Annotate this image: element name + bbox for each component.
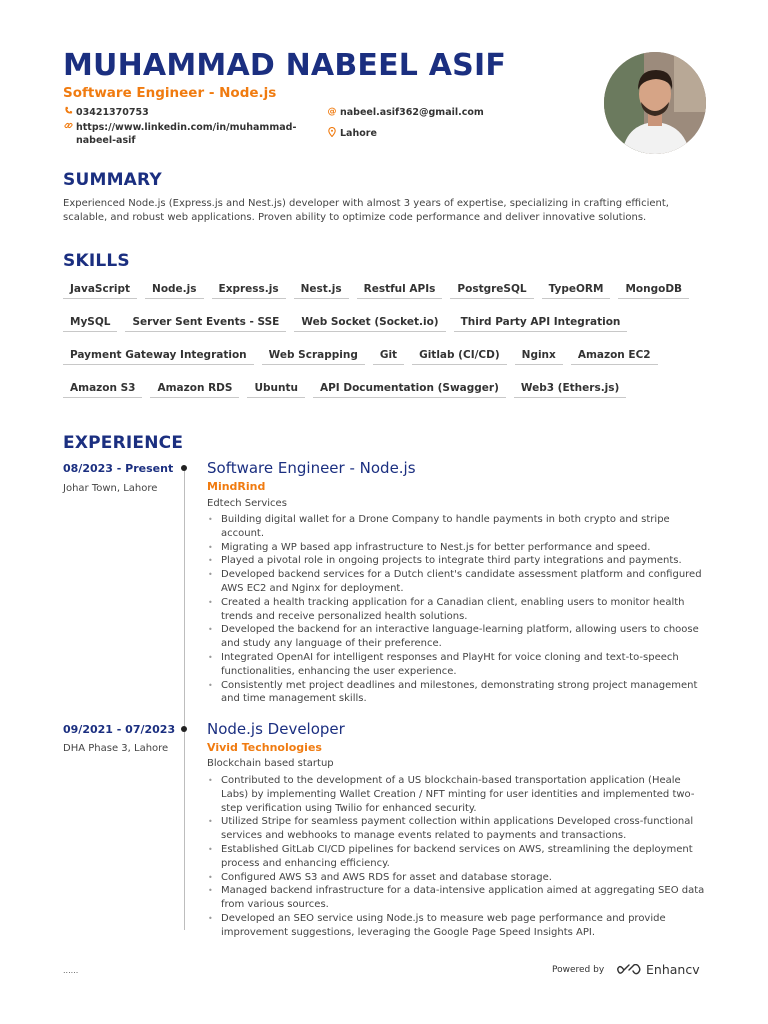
- list-item: • Created a health tracking application for a Canadian client, enabling users to monitor health trends and receive personalized health solutions.: [207, 596, 707, 624]
- skill-tag: MySQL: [63, 312, 117, 332]
- phone-icon: [63, 106, 73, 120]
- list-item: • Utilized Stripe for seamless payment collection within applications Developed cross-functional services and webhooks to manage events related to payments and transactions.: [207, 815, 707, 843]
- summary-text: Experienced Node.js (Express.js and Nest.js) developer with almost 3 years of expertise, specializing in crafting efficient, scalable, and robust web applications. Proven ability to optimize code performance and deliver innovative solutions.: [63, 198, 669, 223]
- skill-tag: API Documentation (Swagger): [313, 378, 506, 398]
- skill-tag: Nginx: [515, 345, 563, 365]
- job-date: 09/2021 - 07/2023: [63, 723, 176, 736]
- skill-tag: Amazon S3: [63, 378, 142, 398]
- job-bullets: [207, 513, 707, 706]
- job-company: MindRind: [207, 480, 266, 493]
- experience-heading: EXPERIENCE: [63, 433, 184, 453]
- brand-name[interactable]: Enhancv: [646, 962, 700, 977]
- profile-photo: [604, 52, 706, 154]
- list-item: • Building digital wallet for a Drone Company to handle payments in both crypto and stripe account.: [207, 513, 707, 541]
- job-location: Johar Town, Lahore: [63, 483, 158, 494]
- contact-phone: [63, 106, 149, 120]
- skill-tag: Web Scrapping: [262, 345, 365, 365]
- timeline-line: [184, 470, 185, 930]
- linkedin-url-line1[interactable]: https://www.linkedin.com/in/muhammad-: [76, 122, 297, 133]
- list-item: • Developed backend services for a Dutch client's candidate assessment platform and configured AWS EC2 and Nginx for deployment.: [207, 568, 707, 596]
- contact-email[interactable]: [327, 106, 484, 119]
- summary-heading: SUMMARY: [63, 170, 162, 190]
- contact-location: [327, 127, 377, 142]
- skill-tag: Web Socket (Socket.io): [294, 312, 445, 332]
- skill-tag: Web3 (Ethers.js): [514, 378, 626, 398]
- skill-tag: TypeORM: [542, 279, 611, 299]
- skill-tag: Amazon RDS: [150, 378, 239, 398]
- location-pin-icon: [327, 127, 337, 142]
- job-description: Blockchain based startup: [207, 758, 334, 769]
- job-title: Node.js Developer: [207, 720, 345, 738]
- skill-tag: Amazon EC2: [571, 345, 658, 365]
- footer-page-dots: ......: [63, 966, 79, 975]
- list-item: • Consistently met project deadlines and milestones, demonstrating strong project management and time management skills.: [207, 679, 707, 707]
- enhancv-logo-icon: [616, 964, 642, 976]
- job-title: Software Engineer - Node.js: [207, 459, 416, 477]
- brand-logo[interactable]: [616, 962, 700, 977]
- skill-tag: Node.js: [145, 279, 203, 299]
- job-description: Edtech Services: [207, 498, 287, 509]
- skill-tag: JavaScript: [63, 279, 137, 299]
- list-item: • Contributed to the development of a US blockchain-based transportation application (Heale Labs) by implementing Wallet Creation / NFT minting for user identities and implemented two-step verification using Twilio for enhanced security.: [207, 774, 707, 815]
- phone-number: 03421370753: [76, 107, 149, 118]
- skills-heading: SKILLS: [63, 251, 130, 271]
- job-company: Vivid Technologies: [207, 741, 322, 754]
- email-address[interactable]: nabeel.asif362@gmail.com: [340, 107, 484, 118]
- skill-tag: Restful APIs: [357, 279, 443, 299]
- list-item: • Integrated OpenAI for intelligent responses and PlayHt for voice cloning and text-to-speech functionalities, enhancing the user experience.: [207, 651, 707, 679]
- skills-list: [63, 279, 713, 398]
- powered-by-label: Powered by: [552, 965, 605, 975]
- list-item: • Configured AWS S3 and AWS RDS for asset and database storage.: [207, 871, 707, 885]
- job-location: DHA Phase 3, Lahore: [63, 743, 169, 754]
- skill-tag: Nest.js: [294, 279, 349, 299]
- skill-tag: Gitlab (CI/CD): [412, 345, 507, 365]
- skill-tag: Ubuntu: [247, 378, 305, 398]
- candidate-role: Software Engineer - Node.js: [63, 85, 277, 101]
- skill-tag: Server Sent Events - SSE: [125, 312, 286, 332]
- skill-tag: PostgreSQL: [450, 279, 533, 299]
- list-item: • Established GitLab CI/CD pipelines for backend services on AWS, streamlining the deployment process and enhancing efficiency.: [207, 843, 707, 871]
- list-item: • Developed the backend for an interactive language-learning platform, allowing users to choose and study any language of their preference.: [207, 623, 707, 651]
- skill-tag: Express.js: [212, 279, 286, 299]
- skill-tag: Third Party API Integration: [454, 312, 628, 332]
- link-icon: [63, 121, 73, 135]
- job-bullets: [207, 774, 707, 940]
- skill-tag: Git: [373, 345, 404, 365]
- timeline-dot: [181, 726, 187, 732]
- candidate-name: MUHAMMAD NABEEL ASIF: [63, 48, 507, 83]
- at-icon: @: [327, 107, 337, 117]
- list-item: • Managed backend infrastructure for a data-intensive application aimed at aggregating SEO data from various sources.: [207, 884, 707, 912]
- timeline-dot: [181, 465, 187, 471]
- location-text: Lahore: [340, 128, 377, 139]
- list-item: • Developed an SEO service using Node.js to measure web page performance and provide improvement suggestions, leveraging the Google Page Speed Insights API.: [207, 912, 707, 940]
- list-item: • Played a pivotal role in ongoing projects to integrate third party integrations and payments.: [207, 554, 707, 568]
- skill-tag: Payment Gateway Integration: [63, 345, 254, 365]
- contact-linkedin[interactable]: [63, 121, 296, 147]
- linkedin-url-line2[interactable]: nabeel-asif: [76, 135, 136, 146]
- list-item: • Migrating a WP based app infrastructure to Nest.js for better performance and speed.: [207, 541, 707, 555]
- job-date: 08/2023 - Present: [63, 462, 174, 475]
- skill-tag: MongoDB: [618, 279, 689, 299]
